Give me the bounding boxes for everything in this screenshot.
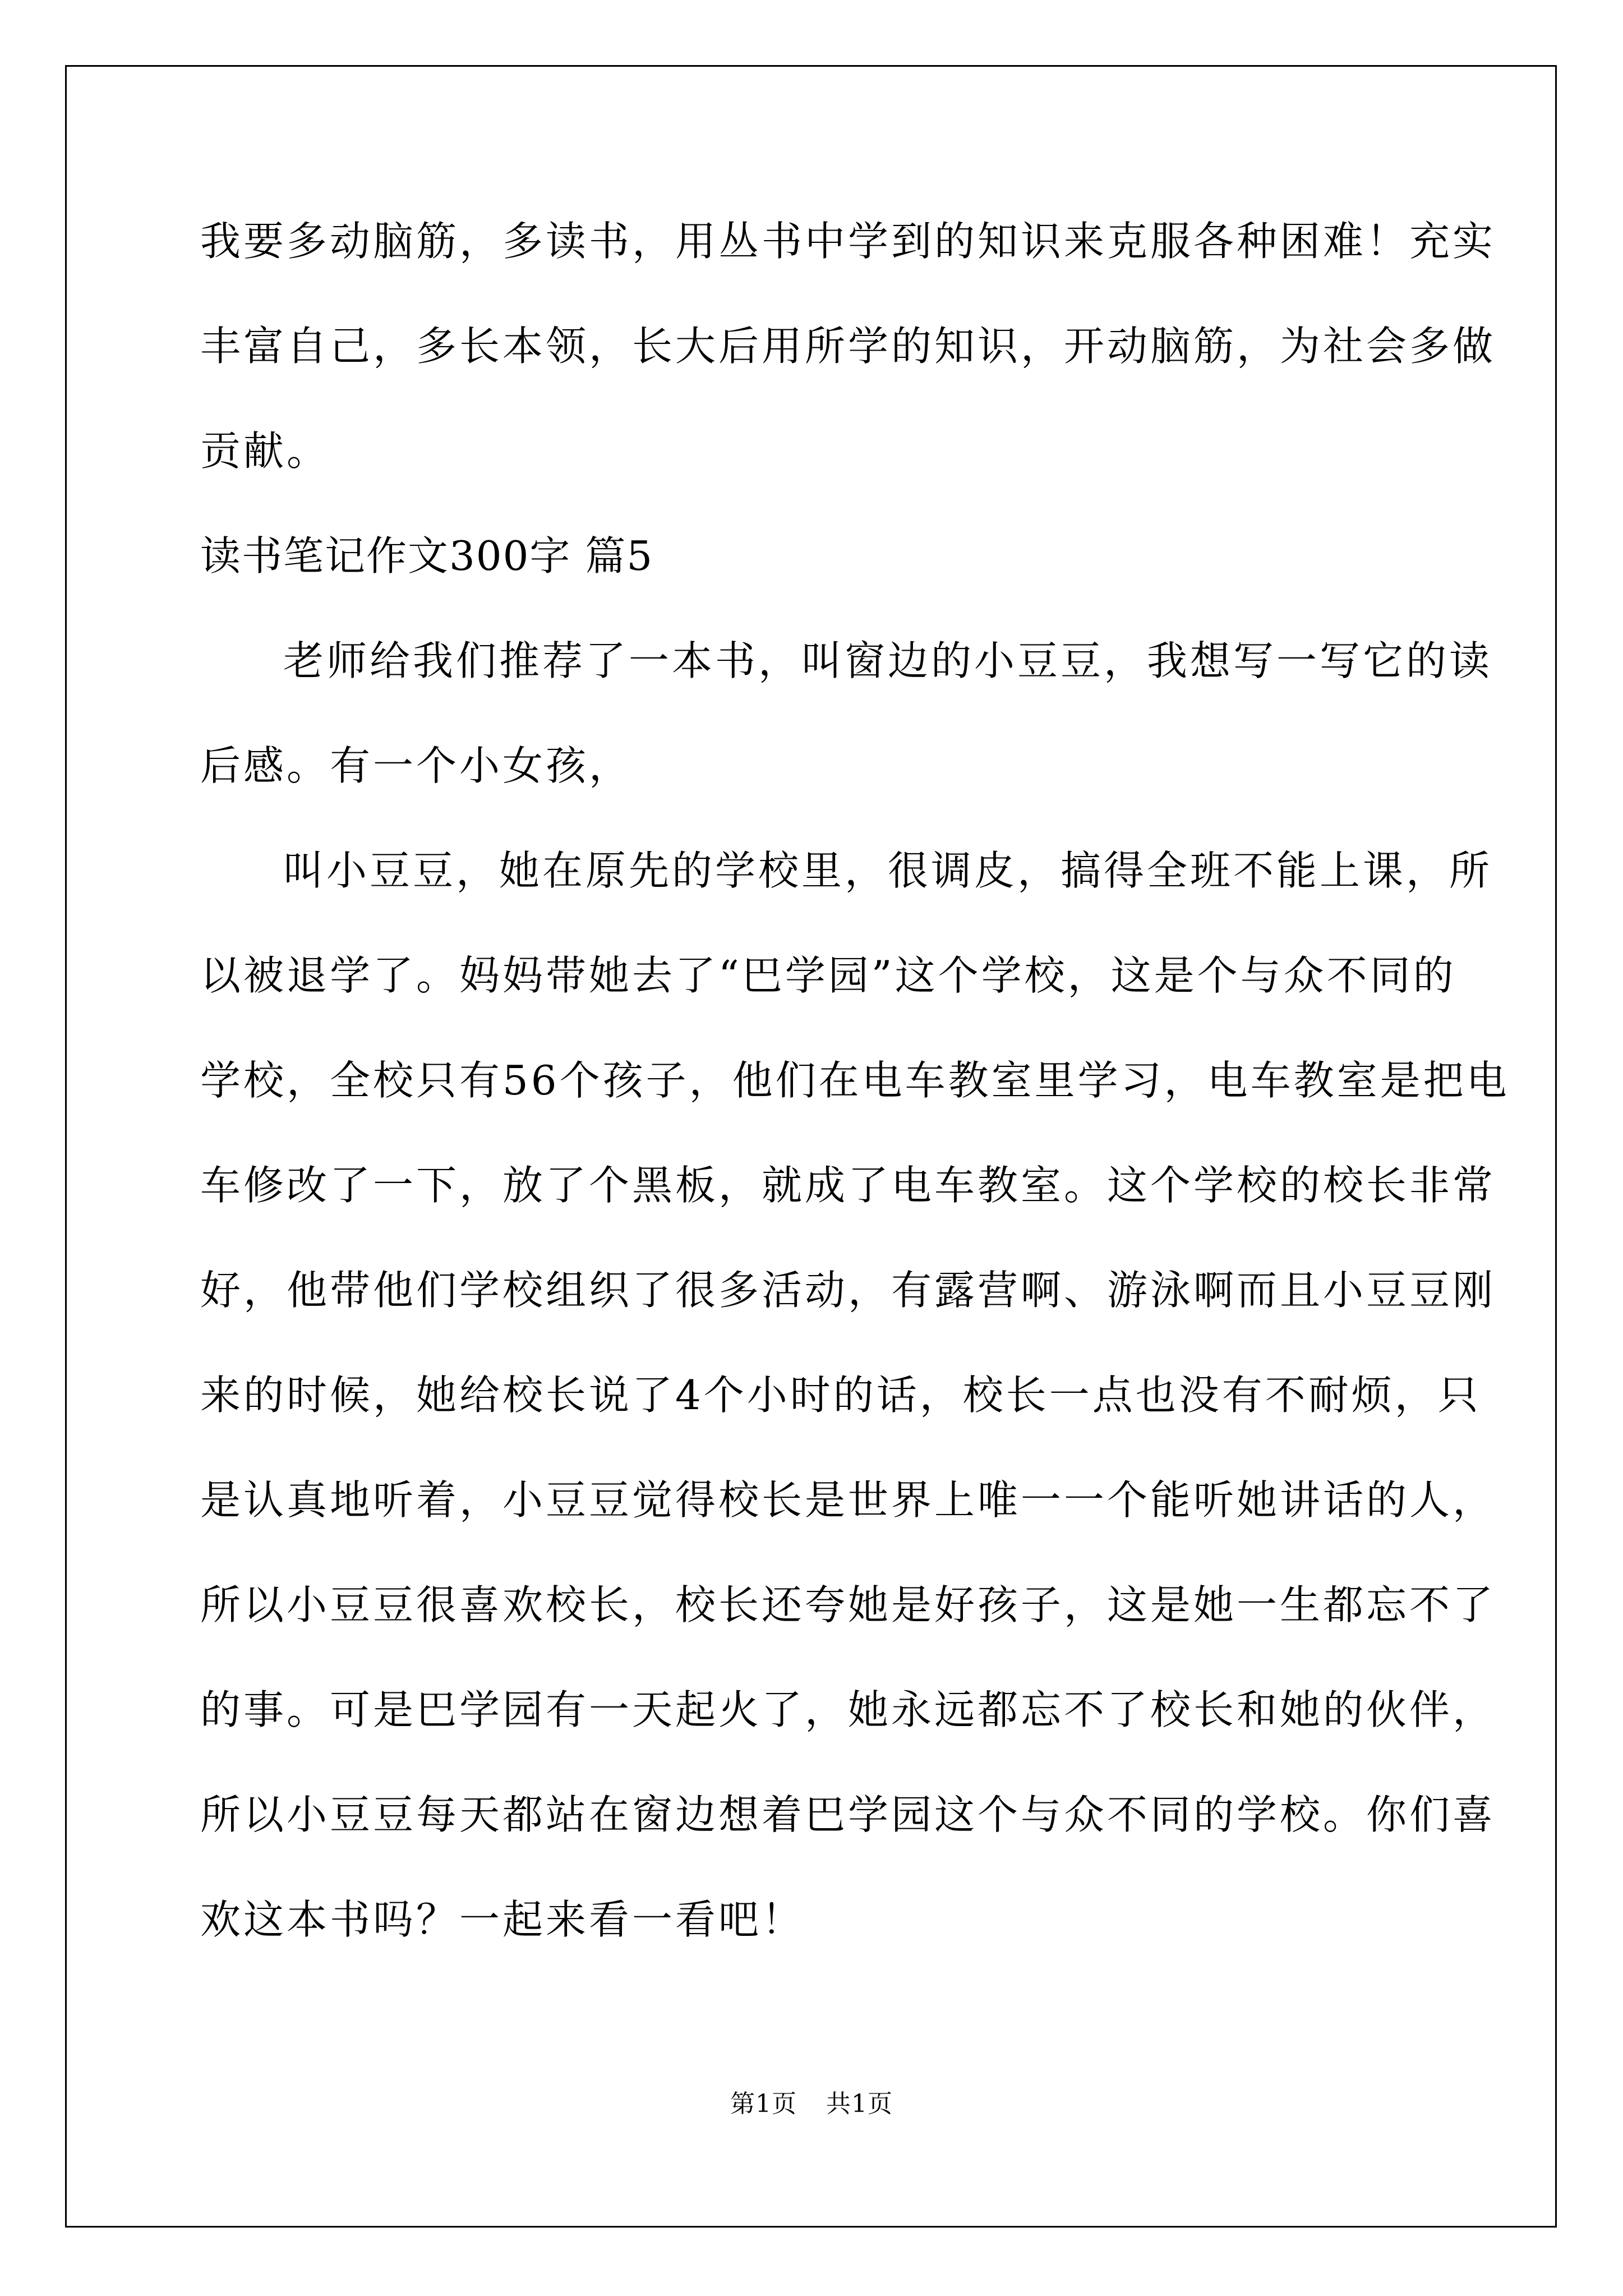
paragraph-line: 车修改了一下，放了个黑板，就成了电车教室。这个学校的校长非常 [200,1162,1496,1209]
paragraph-line: 学校，全校只有56个孩子，他们在电车教室里学习，电车教室是把电 [200,1057,1510,1104]
paragraph-line: 后感。有一个小女孩， [200,742,633,789]
paragraph-line: 叫小豆豆，她在原先的学校里，很调皮，搞得全班不能上课，所 [283,847,1493,894]
paragraph-line: 丰富自己，多长本领，长大后用所学的知识，开动脑筋，为社会多做 [200,323,1496,370]
paragraph-line: 老师给我们推荐了一本书，叫窗边的小豆豆，我想写一写它的读 [283,637,1493,684]
paragraph-line: 欢这本书吗？一起来看一看吧！ [200,1896,805,1943]
paragraph-line: 好，他带他们学校组织了很多活动，有露营啊、游泳啊而且小豆豆刚 [200,1267,1496,1314]
page-number: 第1页 [730,2090,797,2118]
paragraph-line: 贡献。 [200,427,330,475]
paragraph-line: 来的时候，她给校长说了4个小时的话，校长一点也没有不耐烦，只 [200,1372,1481,1419]
paragraph-line: 是认真地听着，小豆豆觉得校长是世界上唯一一个能听她讲话的人， [200,1476,1496,1524]
document-body [200,218,1510,2002]
paragraph-line: 我要多动脑筋，多读书，用丛书中学到的知识来克服各种困难！充实 [200,218,1496,265]
paragraph-line: 所以小豆豆很喜欢校长，校长还夸她是好孩子，这是她一生都忘不了 [200,1581,1496,1628]
paragraph-line: 的事。可是巴学园有一天起火了，她永远都忘不了校长和她的伙伴， [200,1686,1496,1733]
paragraph-line: 以被退学了。妈妈带她去了“巴学园”这个学校，这是个与众不同的 [200,952,1456,999]
page-footer [0,2090,1623,2118]
section-heading: 读书笔记作文300字 篇5 [200,532,654,579]
paragraph-line: 所以小豆豆每天都站在窗边想着巴学园这个与众不同的学校。你们喜 [200,1791,1496,1838]
page-total: 共1页 [826,2090,893,2118]
